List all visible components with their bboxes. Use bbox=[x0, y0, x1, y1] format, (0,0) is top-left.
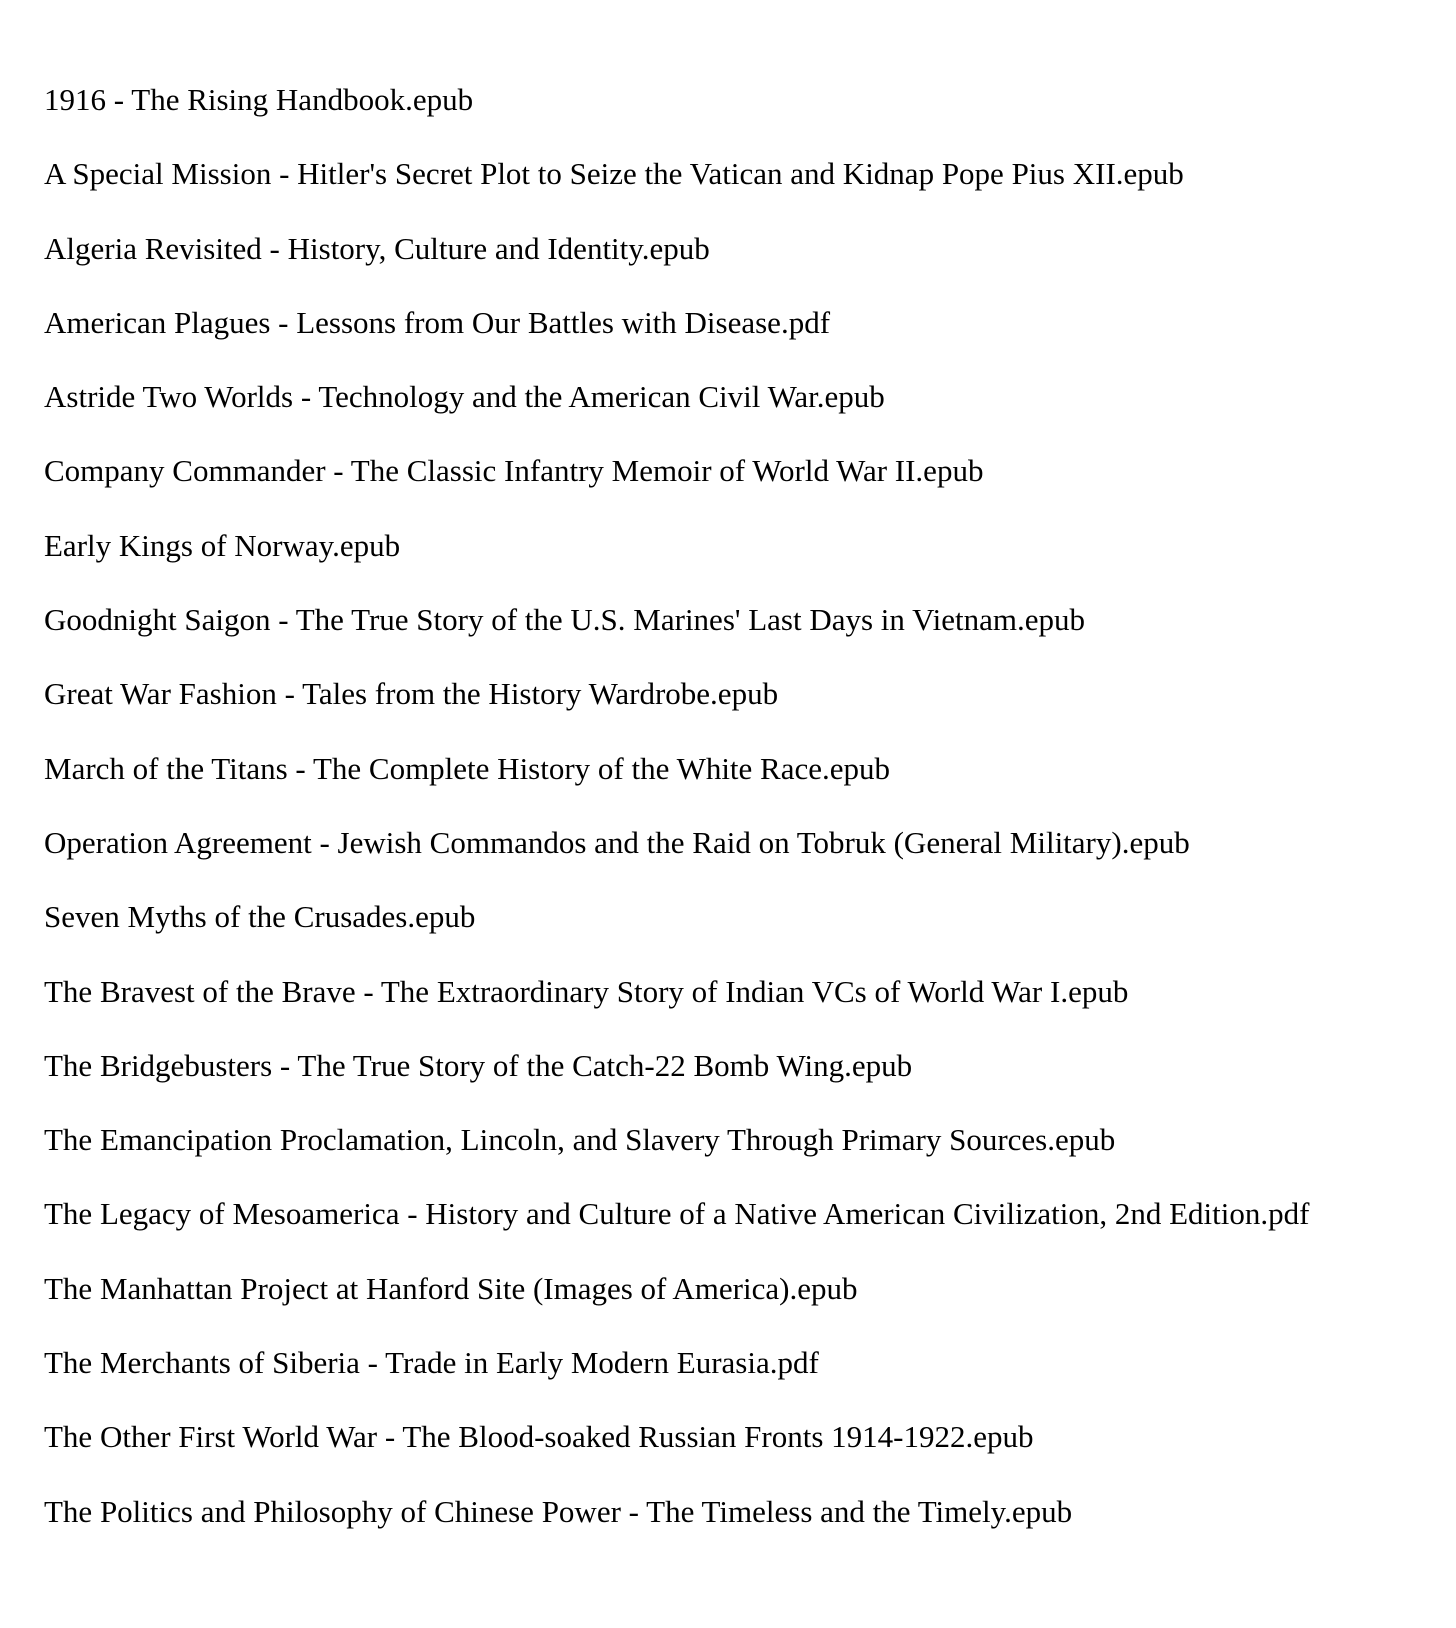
file-list bbox=[44, 84, 1309, 1570]
file-item: Astride Two Worlds - Technology and the American Civil War.epub bbox=[44, 379, 885, 415]
file-item: Early Kings of Norway.epub bbox=[44, 527, 401, 563]
file-item: Seven Myths of the Crusades.epub bbox=[44, 899, 476, 935]
file-item: The Manhattan Project at Hanford Site (Images of America).epub bbox=[44, 1270, 858, 1306]
file-item: The Other First World War - The Blood-soaked Russian Fronts 1914-1922.epub bbox=[44, 1419, 1034, 1455]
file-item: Company Commander - The Classic Infantry Memoir of World War II.epub bbox=[44, 453, 984, 489]
file-item: March of the Titans - The Complete History of the White Race.epub bbox=[44, 750, 891, 786]
file-item: The Merchants of Siberia - Trade in Early Modern Eurasia.pdf bbox=[44, 1345, 819, 1381]
file-item: The Bravest of the Brave - The Extraordinary Story of Indian VCs of World War I.epub bbox=[44, 973, 1129, 1009]
file-item: 1916 - The Rising Handbook.epub bbox=[44, 82, 474, 117]
file-item: Algeria Revisited - History, Culture and Identity.epub bbox=[44, 230, 710, 266]
file-item: The Emancipation Proclamation, Lincoln, and Slavery Through Primary Sources.epub bbox=[44, 1122, 1116, 1158]
file-item: The Legacy of Mesoamerica - History and Culture of a Native American Civilization, 2nd Edition.pdf bbox=[44, 1196, 1310, 1232]
file-item: A Special Mission - Hitler's Secret Plot to Seize the Vatican and Kidnap Pope Pius XII.epub bbox=[44, 156, 1184, 192]
file-item: The Politics and Philosophy of Chinese Power - The Timeless and the Timely.epub bbox=[44, 1493, 1073, 1529]
file-item: Great War Fashion - Tales from the History Wardrobe.epub bbox=[44, 676, 779, 712]
file-item: Goodnight Saigon - The True Story of the U.S. Marines' Last Days in Vietnam.epub bbox=[44, 602, 1085, 638]
file-item: Operation Agreement - Jewish Commandos and the Raid on Tobruk (General Military).epub bbox=[44, 824, 1190, 860]
file-item: American Plagues - Lessons from Our Battles with Disease.pdf bbox=[44, 304, 831, 340]
file-item: The Bridgebusters - The True Story of the Catch-22 Bomb Wing.epub bbox=[44, 1047, 913, 1083]
